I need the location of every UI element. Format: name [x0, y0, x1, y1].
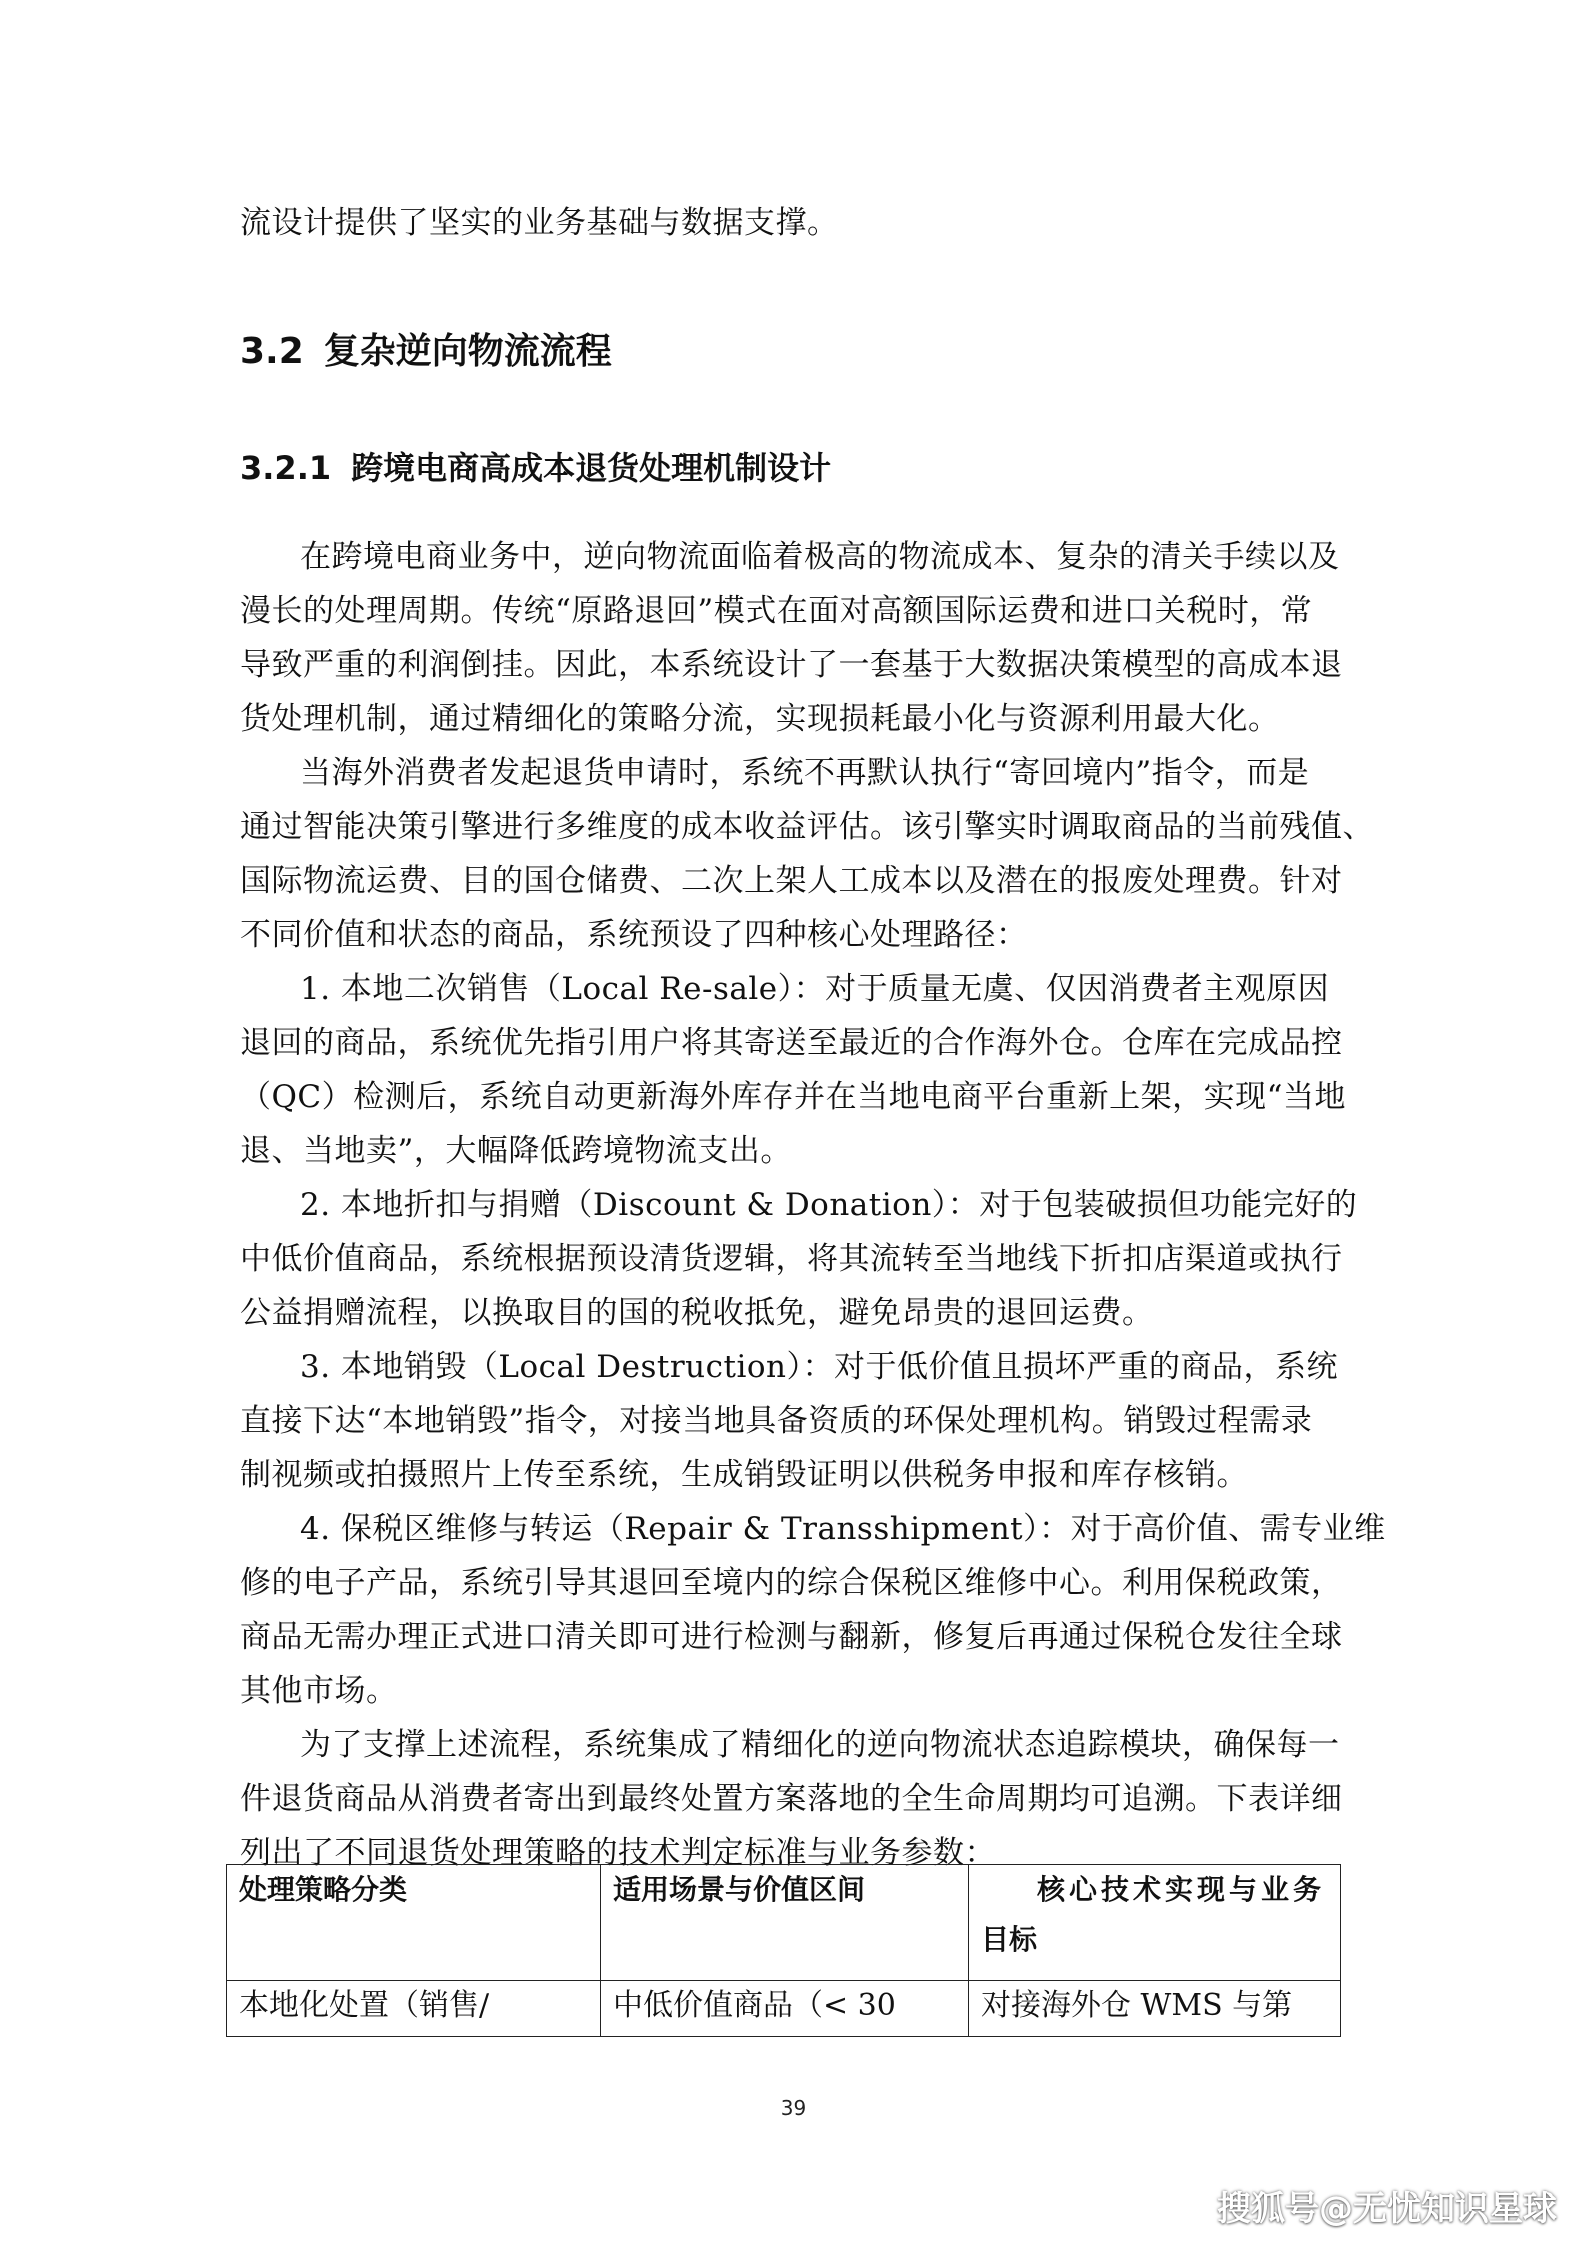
- cell-scenario-value-range: 中低价值商品（< 30: [601, 1981, 969, 2037]
- header-scenario-value-range: 适用场景与价值区间: [601, 1865, 969, 1981]
- subsection-number: 3.2.1: [240, 449, 332, 487]
- list-item-line: （QC）检测后，系统自动更新海外库存并在当地电商平台重新上架，实现“当地: [240, 1079, 1346, 1115]
- list-item-line: 退、当地卖”，大幅降低跨境物流支出。: [240, 1133, 792, 1169]
- paragraph-line: 货处理机制，通过精细化的策略分流，实现损耗最小化与资源利用最大化。: [240, 701, 1280, 737]
- header-core-implementation-line2: 目标: [981, 1923, 1038, 1956]
- paragraph-line: 漫长的处理周期。传统“原路退回”模式在面对高额国际运费和进口关税时，常: [240, 593, 1313, 629]
- subsection-title: 跨境电商高成本退货处理机制设计: [351, 449, 832, 487]
- section-title: 复杂逆向物流流程: [323, 331, 612, 372]
- header-core-implementation-line1: 核心技术实现与业务: [1037, 1873, 1326, 1906]
- paragraph-line: 件退货商品从消费者寄出到最终处置方案落地的全生命周期均可追溯。下表详细: [240, 1781, 1343, 1817]
- list-item-line: 4. 保税区维修与转运（Repair & Transshipment）：对于高价值、需专业维: [300, 1511, 1386, 1547]
- list-item-line: 制视频或拍摄照片上传至系统，生成销毁证明以供税务申报和库存核销。: [240, 1457, 1248, 1493]
- text-line: 流设计提供了坚实的业务基础与数据支撑。: [240, 205, 839, 241]
- list-item-line: 2. 本地折扣与捐赠（Discount & Donation）：对于包装破损但功能完好的: [300, 1187, 1358, 1223]
- list-item-line: 1. 本地二次销售（Local Re-sale）：对于质量无虞、仅因消费者主观原因: [300, 971, 1330, 1007]
- list-item-line: 直接下达“本地销毁”指令，对接当地具备资质的环保处理机构。销毁过程需录: [240, 1403, 1313, 1439]
- paragraph-line: 通过智能决策引擎进行多维度的成本收益评估。该引擎实时调取商品的当前残值、: [240, 809, 1374, 845]
- list-item-line: 其他市场。: [240, 1673, 398, 1709]
- list-item-line: 3. 本地销毁（Local Destruction）：对于低价值且损坏严重的商品，系统: [300, 1349, 1339, 1385]
- list-item-line: 修的电子产品，系统引导其退回至境内的综合保税区维修中心。利用保税政策，: [240, 1565, 1343, 1601]
- list-item-line: 退回的商品，系统优先指引用户将其寄送至最近的合作海外仓。仓库在完成品控: [240, 1025, 1343, 1061]
- table-header-row: [227, 1865, 1341, 1981]
- cell-core-implementation: 对接海外仓 WMS 与第: [969, 1981, 1341, 2037]
- paragraph-line: 当海外消费者发起退货申请时，系统不再默认执行“寄回境内”指令，而是: [300, 755, 1310, 791]
- paragraph-line: 列出了不同退货处理策略的技术判定标准与业务参数：: [240, 1835, 996, 1871]
- strategy-table: [226, 1864, 1341, 2037]
- paragraph-line: 在跨境电商业务中，逆向物流面临着极高的物流成本、复杂的清关手续以及: [300, 539, 1340, 575]
- header-strategy-category: 处理策略分类: [227, 1865, 601, 1981]
- cell-strategy-category: 本地化处置（销售/: [227, 1981, 601, 2037]
- subsection-heading: [240, 440, 831, 496]
- list-item-line: 公益捐赠流程，以换取目的国的税收抵免，避免昂贵的退回运费。: [240, 1295, 1154, 1331]
- paragraph-line: 不同价值和状态的商品，系统预设了四种核心处理路径：: [240, 917, 1028, 953]
- section-number: 3.2: [240, 331, 304, 372]
- watermark: 搜狐号@无忧知识星球: [1217, 2189, 1557, 2229]
- section-heading: [240, 322, 612, 382]
- table-row: [227, 1981, 1341, 2037]
- header-core-implementation: [969, 1865, 1341, 1981]
- list-item-line: 商品无需办理正式进口清关即可进行检测与翻新，修复后再通过保税仓发往全球: [240, 1619, 1343, 1655]
- paragraph-line: 导致严重的利润倒挂。因此，本系统设计了一套基于大数据决策模型的高成本退: [240, 647, 1343, 683]
- list-item-line: 中低价值商品，系统根据预设清货逻辑，将其流转至当地线下折扣店渠道或执行: [240, 1241, 1343, 1277]
- page-number: 39: [780, 2096, 807, 2120]
- paragraph-line: 为了支撑上述流程，系统集成了精细化的逆向物流状态追踪模块，确保每一: [300, 1727, 1340, 1763]
- paragraph-line: 国际物流运费、目的国仓储费、二次上架人工成本以及潜在的报废处理费。针对: [240, 863, 1343, 899]
